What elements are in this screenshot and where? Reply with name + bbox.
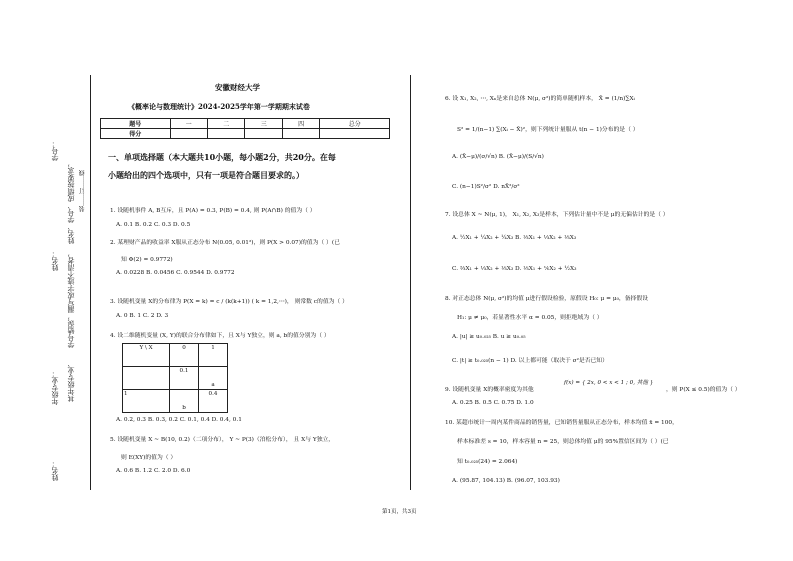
q9-pdf: f(x) = { 2x, 0 < x < 1 ; 0, 其他 } <box>564 380 654 386</box>
notice-a: 姓名、学号、成绩按要求， <box>67 160 75 244</box>
q10-stem: 10. 某超市统计一周内某件商品的销售量，已知销售量服从正态分布，样本均值 x̄ = 100， <box>445 420 678 426</box>
school-name: 安徽财经大学 <box>215 83 260 92</box>
score-head-1: 一 <box>170 119 207 129</box>
section1-heading-b: 小题给出的四个选项中，只有一项是符合题目要求的。） <box>108 170 304 180</box>
column-divider <box>410 75 411 490</box>
q4-cell: 0 <box>170 344 199 367</box>
q10-stem2: 样本标准差 s = 10，样本容量 n = 25，则总体均值 μ的 95%置信区间为（ ）(已 <box>457 439 669 445</box>
exam-title: 《概率论与数理统计》2024-2025学年第一学期期末试卷 <box>128 102 310 111</box>
q5-options: A. 0.6 B. 1.2 C. 2.0 D. 6.0 <box>116 468 191 474</box>
q4-cell <box>123 367 170 390</box>
score-head-0: 题号 <box>101 119 171 129</box>
student-id-label: 学号： <box>51 140 59 161</box>
q6-stem: 6. 设 X₁, X₂, ⋯, Xₙ是来自总体 N(μ, σ²)的简单随机样本， X̄ = (1/n)∑Xᵢ <box>445 96 635 102</box>
q8-option-ab: A. |u| ≥ u₀.₀₂₅ B. u ≥ u₀.₀₅ <box>452 334 526 340</box>
score-cell <box>170 129 207 139</box>
q3-options: A. 0 B. 1 C. 2 D. 3 <box>116 313 169 319</box>
binding-line <box>90 75 91 490</box>
q4-options: A. 0.2, 0.3 B. 0.3, 0.2 C. 0.1, 0.4 D. 0.4, 0.1 <box>116 417 242 423</box>
name-label: 姓名： <box>51 250 59 271</box>
q4-cell: a <box>199 367 228 390</box>
q2-options: A. 0.0228 B. 0.0456 C. 0.9544 D. 0.9772 <box>116 270 235 276</box>
score-head-2: 二 <box>208 119 245 129</box>
q4-cell: 0.4 <box>199 390 228 413</box>
q5-stem: 5. 设随机变量 X ~ B(10, 0.2)（二项分布）， Y ~ P(3)（泊松分布）， 且 X与 Y独立， <box>110 437 335 443</box>
q8-stem2: H₁: μ ≠ μ₀，若显著性水平 α = 0.05，则拒绝域为（ ） <box>457 315 603 321</box>
q9-stem2: ，则 P(X ≤ 0.5)的值为（ ） <box>666 387 741 393</box>
q6-stem2: S² = 1/(n−1) ∑(Xᵢ − X̄)²，则下列统计量服从 t(n − 1)分布的是（ ） <box>457 127 639 133</box>
q5-stem2: 则 E(XY)的值为（ ） <box>121 455 177 461</box>
q6-option-cd: C. (n−1)S²/σ² D. nX̄²/σ² <box>452 184 520 190</box>
score-cell <box>320 129 390 139</box>
q6-option-ab: A. (X̄−μ)/(σ/√n) B. (X̄−μ)/(S/√n) <box>452 154 544 160</box>
q2-stem2: 知 Φ(2) = 0.9772) <box>121 257 173 263</box>
name-label-2: 姓名： <box>51 460 59 481</box>
q8-stem: 8. 对正态总体 N(μ, σ²)的均值 μ进行假设检验，原假设 H₀: μ = μ₀，备择假设 <box>445 296 648 302</box>
score-head-4: 四 <box>282 119 319 129</box>
notice-b: 学号错误，漏写或字迹不清者， <box>67 250 75 348</box>
q10-stem3: 知 t₀.₀₂₅(24) = 2.064) <box>457 459 518 465</box>
q1-options: A. 0.1 B. 0.2 C. 0.3 D. 0.5 <box>116 222 191 228</box>
q4-cell: 1 <box>199 344 228 367</box>
score-cell <box>208 129 245 139</box>
q4-cell: b <box>170 390 199 413</box>
q4-cell: 1 <box>123 390 170 413</box>
score-head-3: 三 <box>245 119 282 129</box>
q8-option-cd: C. |t| ≥ t₀.₀₂₅(n − 1) D. 以上都可能（取决于 σ²是否已知） <box>452 358 608 364</box>
q9-stem: 9. 设随机变量 X的概率密度为其他 <box>445 387 534 393</box>
q9-options: A. 0.25 B. 0.5 C. 0.75 D. 1.0 <box>452 400 534 406</box>
score-cell <box>282 129 319 139</box>
q10-option-ab: A. (95.87, 104.13) B. (96.07, 103.93) <box>452 478 560 484</box>
q4-cell: Y \ X <box>123 344 170 367</box>
q3-stem: 3. 设随机变量 X的分布律为 P(X = k) = c / (k(k+1)) ( k = 1,2,⋯)， 则常数 c的值为（ ） <box>110 299 348 305</box>
score-row-label: 得分 <box>101 129 171 139</box>
q4-stem: 4. 设二维随机变量 (X, Y)的联合分布律如下，且 X与 Y独立，则 a, b的值分别为（ ） <box>110 333 330 339</box>
q2-stem: 2. 某理财产品的收益率 X服从正态分布 N(0.05, 0.01²)，则 P(X > 0.07)的值为（ ）(已 <box>110 240 340 246</box>
q7-option-ab: A. ½X₁ + ¼X₂ + ¼X₃ B. ⅓X₁ + ⅓X₂ + ⅓X₃ <box>452 235 577 241</box>
q4-cell: 0.1 <box>170 367 199 390</box>
section1-heading-a: 一、单项选择题（本大题共10小题，每小题2分，共20分。在每 <box>108 152 336 162</box>
bind-line-text: 装……订……线 <box>79 170 86 212</box>
score-cell <box>245 129 282 139</box>
score-table <box>100 118 390 139</box>
notice-c: 其年级专业、 <box>67 360 75 402</box>
page-footer: 第1页，共3页 <box>382 509 417 515</box>
score-head-5: 总分 <box>320 119 390 129</box>
major-label: 年级专业： <box>51 370 59 405</box>
q1-stem: 1. 设随机事件 A, B互斥，且 P(A) = 0.3, P(B) = 0.4, 则 P(A∩B) 的值为（ ） <box>110 208 316 214</box>
q7-stem: 7. 设总体 X ~ N(μ, 1)， X₁, X₂, X₃是样本，下列估计量中不是 μ的无偏估计的是（ ） <box>445 212 669 218</box>
q4-joint-table <box>122 343 228 413</box>
q7-option-cd: C. ⅔X₁ + ⅓X₂ + ⅓X₃ D. ⅓X₁ + ⅙X₂ + ½X₃ <box>452 266 577 272</box>
